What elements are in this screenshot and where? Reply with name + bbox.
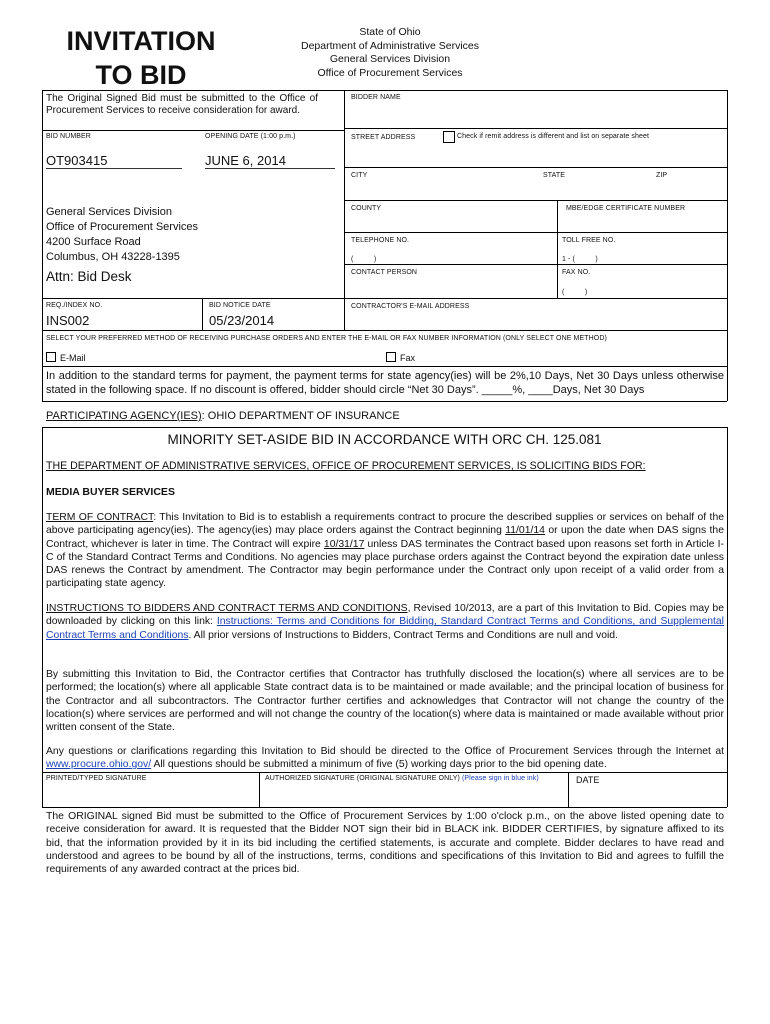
authorized-signature-field[interactable]	[261, 785, 566, 805]
email-option[interactable]	[46, 352, 86, 363]
bid-number: OT903415	[46, 153, 108, 168]
form-top-rule	[42, 90, 727, 91]
date-label: DATE	[576, 775, 600, 785]
body-right-border	[727, 427, 728, 807]
form-left-border	[42, 90, 43, 401]
instructions-label: INSTRUCTIONS TO BIDDERS AND CONTRACT TERMS AND CONDITIONS	[46, 603, 408, 614]
instructions-text: . All prior versions of Instructions to Bidders, Contract Terms and Conditions are null and void.	[188, 629, 618, 641]
term-of-contract-paragraph	[46, 511, 724, 591]
rule	[42, 130, 344, 131]
street-address-field[interactable]	[346, 144, 724, 165]
instructions-paragraph	[46, 602, 724, 642]
payment-terms: In addition to the standard terms for payment, the payment terms for state agency(ies) will be 2%,10 Days, Net 30 Days unless otherwise stated in the following space. If no discount is offered, bidder should circle “Net 30 Days”. _____%, ____Days, Net 30 Days	[46, 370, 724, 396]
minority-set-aside-heading: MINORITY SET-ASIDE BID IN ACCORDANCE WITH ORC CH. 125.081	[167, 432, 602, 447]
form-right-border	[727, 90, 728, 401]
state-label: STATE	[543, 172, 566, 179]
address-line: 4200 Surface Road	[46, 236, 141, 248]
attn-line: Attn: Bid Desk	[46, 269, 132, 284]
address-line: Office of Procurement Services	[46, 221, 199, 233]
agency-value: : OHIO DEPARTMENT OF INSURANCE	[201, 410, 400, 422]
email-checkbox[interactable]	[46, 352, 56, 362]
soliciting-statement: THE DEPARTMENT OF ADMINISTRATIVE SERVICES, OFFICE OF PROCUREMENT SERVICES, IS SOLICITING BIDS FOR:	[46, 460, 646, 472]
form-title-line1: INVITATION	[66, 26, 216, 56]
org-line: State of Ohio	[359, 26, 421, 38]
bid-notice-date: 05/23/2014	[209, 313, 275, 328]
participating-agency	[46, 410, 400, 422]
rule	[42, 298, 727, 299]
agency-label: PARTICIPATING AGENCY(IES)	[46, 410, 202, 422]
rule	[42, 807, 727, 808]
zip-label: ZIP	[656, 172, 668, 179]
street-address-label: STREET ADDRESS	[351, 134, 416, 141]
fax-checkbox[interactable]	[386, 352, 396, 362]
fax-option[interactable]	[386, 352, 415, 363]
fax-field[interactable]: ( )	[562, 289, 588, 296]
term-label: TERM OF CONTRACT	[46, 512, 154, 523]
remit-address-checkbox[interactable]	[443, 131, 455, 143]
rule	[42, 330, 727, 331]
rule	[344, 167, 727, 168]
opening-date-underline	[205, 168, 335, 169]
city-label: CITY	[351, 172, 368, 179]
telephone-label: TELEPHONE NO.	[351, 237, 410, 244]
rule	[344, 264, 727, 265]
printed-signature-label: PRINTED/TYPED SIGNATURE	[46, 775, 147, 782]
terms-conditions-link[interactable]: Instructions: Terms and Conditions for Bidding, Standard Contract Terms and Conditions, and Supplemental Contract Terms and Conditions	[46, 616, 724, 641]
questions-text: Any questions or clarifications regarding this Invitation to Bid should be directed to the Office of Procurement Services through the Internet at	[46, 746, 724, 757]
req-index-label: REQ./INDEX NO.	[46, 302, 103, 309]
left-right-divider	[344, 90, 345, 330]
rule	[42, 401, 727, 402]
submission-note: The Original Signed Bid must be submitted to the Office of Procurement Services to receive consideration for award.	[46, 93, 318, 116]
term-end-date: 10/31/17	[323, 538, 365, 550]
receiving-method-instruction: SELECT YOUR PREFERRED METHOD OF RECEIVING PURCHASE ORDERS AND ENTER THE E-MAIL OR FAX NUMBER INFORMATION (ONLY SELECT ONE METHOD)	[46, 335, 607, 342]
form-title	[46, 24, 236, 92]
email-option-label: E-Mail	[60, 353, 86, 363]
form-title-line2: TO BID	[95, 60, 187, 90]
original-bid-statement: The ORIGINAL signed Bid must be submitted to the Office of Procurement Services by 1:00 o'clock p.m., on the above listed opening date to receive consideration for award. It is requested that the Bidder NOT sign their bid in BLACK ink. BIDDER CERTIFIES, by signature affixed to its bid, that the information provided by it in its bid including the certified statements, is accurate and complete. Bidder declares to have read and understood and agrees to be bound by all of the instructions, terms, conditions and specifications of this Invitation to Bid and agrees to fulfill the requirements of any awarded contract at the prices bid.	[46, 811, 724, 876]
org-line: Office of Procurement Services	[317, 66, 463, 79]
rule	[202, 298, 203, 330]
rule	[344, 232, 727, 233]
county-label: COUNTY	[351, 205, 382, 212]
bidder-name-field[interactable]	[346, 104, 724, 126]
mbe-certificate-label: MBE/EDGE CERTIFICATE NUMBER	[566, 205, 686, 212]
opening-date-label: OPENING DATE (1:00 p.m.)	[205, 133, 296, 140]
rule	[344, 128, 727, 129]
address-line: Columbus, OH 43228-1395	[46, 251, 180, 263]
contact-person-label: CONTACT PERSON	[351, 269, 418, 276]
term-text: unless DAS terminates the Contract based upon reasons set forth in Article I-C of the Standard Contract Terms and Conditions. No agencies may place purchase orders against the Contract beyond the expiration date unless DAS renews the Contract by amendment. The Contractor may begin performance under the Contract only upon receipt of a valid order from a participating state agency.	[46, 538, 724, 590]
questions-text: All questions should be submitted a minimum of five (5) working days prior to the bid opening date.	[151, 759, 607, 771]
blue-ink-note: (Please sign in blue ink)	[461, 775, 539, 782]
instructions-text: , Revised 10/2013, are a part of this Invitation to Bid. Copies may be downloaded by clicking on this link:	[46, 603, 724, 628]
bid-number-underline	[46, 168, 182, 169]
fax-label: FAX NO.	[562, 269, 591, 276]
fax-option-label: Fax	[400, 353, 416, 363]
address-line: General Services Division	[46, 206, 172, 218]
term-text: or upon the date when DAS signs the Contract, whichever is later in time. The Contract will expire	[46, 525, 724, 550]
authorized-signature-text: AUTHORIZED SIGNATURE (ORIGINAL SIGNATURE ONLY)	[265, 775, 460, 782]
rule	[344, 200, 727, 201]
term-start-date: 11/01/14	[505, 525, 545, 537]
rule	[42, 366, 727, 367]
rule	[557, 200, 558, 298]
printed-signature-field[interactable]	[44, 785, 256, 805]
term-text: : This Invitation to Bid is to establish a requirements contract to procure the described supplies or services on behalf of the above participating agency(ies). The agency(ies) may place orders against the Contract beginning	[46, 512, 724, 537]
rule	[259, 772, 260, 807]
bid-number-label: BID NUMBER	[46, 133, 91, 140]
org-line: Department of Administrative Services	[301, 39, 479, 52]
bid-notice-label: BID NOTICE DATE	[209, 302, 271, 309]
signature-date-field[interactable]	[570, 787, 725, 805]
remit-address-label: Check if remit address is different and list on separate sheet	[457, 133, 650, 140]
toll-free-field[interactable]: 1 - ( )	[562, 256, 598, 263]
telephone-field[interactable]: ( )	[351, 256, 377, 263]
service-title: MEDIA BUYER SERVICES	[46, 486, 175, 498]
opening-date: JUNE 6, 2014	[205, 153, 286, 168]
issuing-office	[250, 26, 530, 80]
authorized-signature-label	[265, 775, 539, 782]
questions-paragraph	[46, 745, 724, 772]
email-address-label: CONTRACTOR'S E-MAIL ADDRESS	[351, 303, 470, 310]
rule	[42, 427, 727, 428]
org-line: General Services Division	[329, 53, 451, 65]
rule	[42, 772, 727, 773]
rule	[568, 772, 569, 807]
certification-paragraph: By submitting this Invitation to Bid, the Contractor certifies that Contractor has truthfully disclosed the location(s) where all services are to be performed; the location(s) where all applicable State contract data is to be maintained or made available; and the principal location of business for the Contractor and all subcontractors. The Contractor further certifies and acknowledges that Contractor will not change the country of the location(s) where services are performed and will not change the country of the location(s) where data is maintained or made available without prior written consent of the State.	[46, 669, 724, 734]
req-index-value: INS002	[46, 313, 90, 328]
body-left-border	[42, 427, 43, 807]
toll-free-label: TOLL FREE NO.	[562, 237, 616, 244]
procure-ohio-link[interactable]: www.procure.ohio.gov/	[46, 759, 152, 771]
mailing-address	[46, 205, 198, 265]
bidder-name-label: BIDDER NAME	[351, 94, 401, 101]
